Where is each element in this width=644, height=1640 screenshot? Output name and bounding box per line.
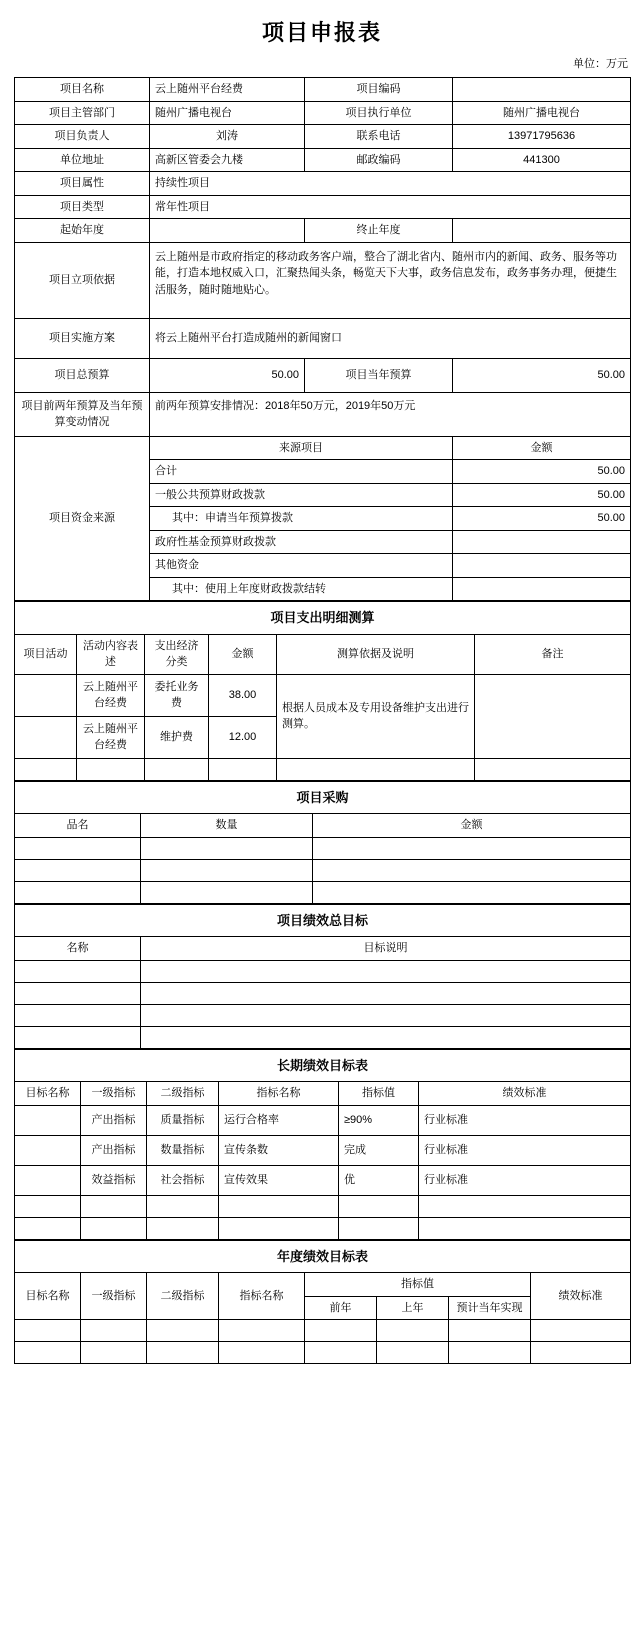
cell-empty[interactable]: [15, 1217, 81, 1239]
cell-activity[interactable]: [15, 674, 77, 716]
table-row: [15, 1273, 631, 1297]
table-row: [15, 318, 631, 358]
fund-item: 其中：申请当年预算拨款: [150, 507, 453, 531]
col-goal-name: 目标名称: [15, 1273, 81, 1320]
table-row: [15, 937, 631, 961]
cell-empty[interactable]: [141, 859, 313, 881]
table-row: [15, 358, 631, 392]
cell-standard[interactable]: 行业标准: [419, 1165, 631, 1195]
table-row: [15, 242, 631, 318]
table-row: [15, 674, 631, 716]
col-l2-indicator: 二级指标: [147, 1273, 219, 1320]
value-end-year[interactable]: [453, 219, 631, 243]
cell-indicator-value[interactable]: 完成: [339, 1135, 419, 1165]
value-attribute[interactable]: 持续性项目: [150, 172, 631, 196]
cell-empty[interactable]: [147, 1195, 219, 1217]
cell-empty[interactable]: [475, 758, 631, 780]
table-row: [15, 219, 631, 243]
cell-empty[interactable]: [339, 1195, 419, 1217]
annual-title: 年度绩效目标表: [15, 1240, 631, 1273]
col-product-name: 品名: [15, 814, 141, 838]
label-address: 单位地址: [15, 148, 150, 172]
cell-empty[interactable]: [147, 1342, 219, 1364]
fund-header-item: 来源项目: [150, 436, 453, 460]
label-year-budget: 项目当年预算: [305, 358, 453, 392]
cell-empty[interactable]: [219, 1195, 339, 1217]
label-leader: 项目负责人: [15, 125, 150, 149]
cell-empty[interactable]: [219, 1320, 305, 1342]
cell-empty[interactable]: [147, 1217, 219, 1239]
col-last-year: 上年: [377, 1296, 449, 1320]
cell-indicator-value[interactable]: ≥90%: [339, 1105, 419, 1135]
cell-empty[interactable]: [209, 758, 277, 780]
cell-activity[interactable]: [15, 716, 77, 758]
cell-empty[interactable]: [15, 1004, 141, 1026]
table-row: [15, 1195, 631, 1217]
table-row: [15, 172, 631, 196]
value-project-code[interactable]: [453, 78, 631, 102]
cell-empty[interactable]: [81, 1195, 147, 1217]
table-row: [15, 1217, 631, 1239]
table-row: [15, 125, 631, 149]
table-row: [15, 1082, 631, 1106]
cell-empty[interactable]: [15, 837, 141, 859]
procurement-table: [14, 781, 631, 904]
table-row: [15, 1049, 631, 1082]
label-fund-source: 项目资金来源: [15, 436, 150, 601]
label-total-budget: 项目总预算: [15, 358, 150, 392]
cell-remark[interactable]: [475, 674, 631, 758]
table-row: [15, 1105, 631, 1135]
label-end-year: 终止年度: [305, 219, 453, 243]
cell-empty[interactable]: [15, 1320, 81, 1342]
table-row: [15, 904, 631, 937]
value-type[interactable]: 常年性项目: [150, 195, 631, 219]
table-row: [15, 982, 631, 1004]
cell-empty[interactable]: [377, 1342, 449, 1364]
col-indicator-value: 指标值: [339, 1082, 419, 1106]
label-exec-unit: 项目执行单位: [305, 101, 453, 125]
cell-amount[interactable]: 38.00: [209, 674, 277, 716]
col-standard: 绩效标准: [531, 1273, 631, 1320]
cell-empty[interactable]: [77, 758, 145, 780]
cell-empty[interactable]: [305, 1320, 377, 1342]
label-basis: 项目立项依据: [15, 242, 150, 318]
cell-empty[interactable]: [277, 758, 475, 780]
cell-empty[interactable]: [449, 1342, 531, 1364]
value-leader[interactable]: 刘涛: [150, 125, 305, 149]
cell-empty[interactable]: [81, 1217, 147, 1239]
table-row: [15, 1342, 631, 1364]
col-content: 活动内容表述: [77, 634, 145, 674]
cell-category[interactable]: 维护费: [145, 716, 209, 758]
cell-l1[interactable]: 效益指标: [81, 1165, 147, 1195]
value-postcode[interactable]: 441300: [453, 148, 631, 172]
value-address[interactable]: 高新区管委会九楼: [150, 148, 305, 172]
label-plan: 项目实施方案: [15, 318, 150, 358]
cell-l1[interactable]: 产出指标: [81, 1105, 147, 1135]
label-dept: 项目主管部门: [15, 101, 150, 125]
cell-goal-name[interactable]: [15, 1165, 81, 1195]
expense-detail-title: 项目支出明细测算: [15, 602, 631, 635]
value-start-year[interactable]: [150, 219, 305, 243]
cell-empty[interactable]: [141, 982, 631, 1004]
col-expected-current: 预计当年实现: [449, 1296, 531, 1320]
label-postcode: 邮政编码: [305, 148, 453, 172]
table-row: [15, 1135, 631, 1165]
performance-goal-title: 项目绩效总目标: [15, 904, 631, 937]
col-goal-desc: 目标说明: [141, 937, 631, 961]
cell-empty[interactable]: [15, 960, 141, 982]
cell-content[interactable]: 云上随州平台经费: [77, 674, 145, 716]
cell-l2[interactable]: 数量指标: [147, 1135, 219, 1165]
value-basis[interactable]: 云上随州是市政府指定的移动政务客户端，整合了湖北省内、随州市内的新闻、政务、服务等功能，打造本地权威入口，汇聚热闻头条，畅览天下大事，政务信息发布，政务事务办理，便捷生活服务，随时随地贴心。: [150, 242, 631, 318]
cell-empty[interactable]: [15, 982, 141, 1004]
col-l2-indicator: 二级指标: [147, 1082, 219, 1106]
cell-empty[interactable]: [219, 1342, 305, 1364]
col-category: 支出经济分类: [145, 634, 209, 674]
cell-basis[interactable]: 根据人员成本及专用设备维护支出进行测算。: [277, 674, 475, 758]
cell-empty[interactable]: [15, 859, 141, 881]
fund-item: 政府性基金预算财政拨款: [150, 530, 453, 554]
col-remark: 备注: [475, 634, 631, 674]
value-plan[interactable]: 将云上随州平台打造成随州的新闻窗口: [150, 318, 631, 358]
col-goal-name: 目标名称: [15, 1082, 81, 1106]
fund-amount[interactable]: [453, 530, 631, 554]
table-row: [15, 881, 631, 903]
fund-item: 其中：使用上年度财政拨款结转: [150, 577, 453, 601]
fund-amount[interactable]: 50.00: [453, 507, 631, 531]
label-phone: 联系电话: [305, 125, 453, 149]
label-type: 项目类型: [15, 195, 150, 219]
cell-empty[interactable]: [15, 881, 141, 903]
table-row: [15, 758, 631, 780]
cell-empty[interactable]: [15, 1342, 81, 1364]
cell-empty[interactable]: [141, 1004, 631, 1026]
value-project-name[interactable]: 云上随州平台经费: [150, 78, 305, 102]
table-row: [15, 602, 631, 635]
fund-item: 一般公共预算财政拨款: [150, 483, 453, 507]
cell-empty[interactable]: [147, 1320, 219, 1342]
label-attribute: 项目属性: [15, 172, 150, 196]
fund-amount[interactable]: [453, 554, 631, 578]
cell-empty[interactable]: [531, 1342, 631, 1364]
col-amount: 金额: [313, 814, 631, 838]
cell-standard[interactable]: 行业标准: [419, 1105, 631, 1135]
cell-empty[interactable]: [419, 1217, 631, 1239]
table-row: [15, 101, 631, 125]
cell-amount[interactable]: 12.00: [209, 716, 277, 758]
table-row: [15, 1004, 631, 1026]
cell-empty[interactable]: [145, 758, 209, 780]
cell-standard[interactable]: 行业标准: [419, 1135, 631, 1165]
value-exec-unit[interactable]: 随州广播电视台: [453, 101, 631, 125]
fund-item: 其他资金: [150, 554, 453, 578]
table-row: [15, 78, 631, 102]
cell-empty[interactable]: [219, 1217, 339, 1239]
cell-empty[interactable]: [531, 1320, 631, 1342]
expense-detail-table: [14, 601, 631, 781]
cell-empty[interactable]: [141, 960, 631, 982]
cell-l2[interactable]: 社会指标: [147, 1165, 219, 1195]
cell-empty[interactable]: [339, 1217, 419, 1239]
basic-info-table: [14, 77, 631, 601]
table-row: [15, 634, 631, 674]
col-basis: 测算依据及说明: [277, 634, 475, 674]
col-l1-indicator: 一级指标: [81, 1273, 147, 1320]
long-term-goal-table: [14, 1049, 631, 1240]
cell-empty[interactable]: [15, 1026, 141, 1048]
cell-empty[interactable]: [15, 758, 77, 780]
cell-l2[interactable]: 质量指标: [147, 1105, 219, 1135]
cell-goal-name[interactable]: [15, 1135, 81, 1165]
table-row: [15, 148, 631, 172]
label-start-year: 起始年度: [15, 219, 150, 243]
table-row: [15, 960, 631, 982]
unit-note: 单位：万元: [573, 58, 628, 70]
cell-empty[interactable]: [15, 1195, 81, 1217]
cell-goal-name[interactable]: [15, 1105, 81, 1135]
col-indicator-name: 指标名称: [219, 1082, 339, 1106]
value-budget-change[interactable]: 前两年预算安排情况：2018年50万元，2019年50万元: [150, 392, 631, 436]
cell-indicator-name[interactable]: 运行合格率: [219, 1105, 339, 1135]
cell-indicator-value[interactable]: 优: [339, 1165, 419, 1195]
cell-category[interactable]: 委托业务费: [145, 674, 209, 716]
fund-amount[interactable]: [453, 577, 631, 601]
value-total-budget[interactable]: 50.00: [150, 358, 305, 392]
table-row: [15, 436, 631, 460]
table-row: [15, 814, 631, 838]
cell-empty[interactable]: [449, 1320, 531, 1342]
fund-amount[interactable]: 50.00: [453, 460, 631, 484]
label-budget-change: 项目前两年预算及当年预算变动情况: [15, 392, 150, 436]
cell-indicator-name[interactable]: 宣传效果: [219, 1165, 339, 1195]
cell-empty[interactable]: [419, 1195, 631, 1217]
cell-empty[interactable]: [81, 1342, 147, 1364]
fund-amount[interactable]: 50.00: [453, 483, 631, 507]
table-row: [15, 781, 631, 814]
cell-empty[interactable]: [81, 1320, 147, 1342]
fund-header-amount: 金额: [453, 436, 631, 460]
table-row: [15, 195, 631, 219]
col-activity: 项目活动: [15, 634, 77, 674]
annual-goal-table: [14, 1240, 631, 1365]
cell-content[interactable]: 云上随州平台经费: [77, 716, 145, 758]
table-row: [15, 392, 631, 436]
page-title: 项目申报表: [261, 20, 382, 45]
cell-empty[interactable]: [313, 881, 631, 903]
cell-l1[interactable]: 产出指标: [81, 1135, 147, 1165]
cell-empty[interactable]: [313, 837, 631, 859]
performance-goal-table: [14, 904, 631, 1049]
col-indicator-value: 指标值: [305, 1273, 531, 1297]
value-phone[interactable]: 13971795636: [453, 125, 631, 149]
cell-empty[interactable]: [141, 837, 313, 859]
col-quantity: 数量: [141, 814, 313, 838]
value-year-budget[interactable]: 50.00: [453, 358, 631, 392]
cell-empty[interactable]: [305, 1342, 377, 1364]
col-amount: 金额: [209, 634, 277, 674]
cell-indicator-name[interactable]: 宣传条数: [219, 1135, 339, 1165]
table-row: [15, 1320, 631, 1342]
cell-empty[interactable]: [313, 859, 631, 881]
table-row: [15, 1165, 631, 1195]
table-row: [15, 837, 631, 859]
cell-empty[interactable]: [141, 1026, 631, 1048]
col-standard: 绩效标准: [419, 1082, 631, 1106]
table-row: [15, 1026, 631, 1048]
value-dept[interactable]: 随州广播电视台: [150, 101, 305, 125]
table-row: [15, 1240, 631, 1273]
col-indicator-name: 指标名称: [219, 1273, 305, 1320]
col-year-before-last: 前年: [305, 1296, 377, 1320]
cell-empty[interactable]: [141, 881, 313, 903]
table-row: [15, 859, 631, 881]
long-term-title: 长期绩效目标表: [15, 1049, 631, 1082]
col-goal-name: 名称: [15, 937, 141, 961]
fund-item: 合计: [150, 460, 453, 484]
label-project-code: 项目编码: [305, 78, 453, 102]
label-project-name: 项目名称: [15, 78, 150, 102]
cell-empty[interactable]: [377, 1320, 449, 1342]
procurement-title: 项目采购: [15, 781, 631, 814]
col-l1-indicator: 一级指标: [81, 1082, 147, 1106]
